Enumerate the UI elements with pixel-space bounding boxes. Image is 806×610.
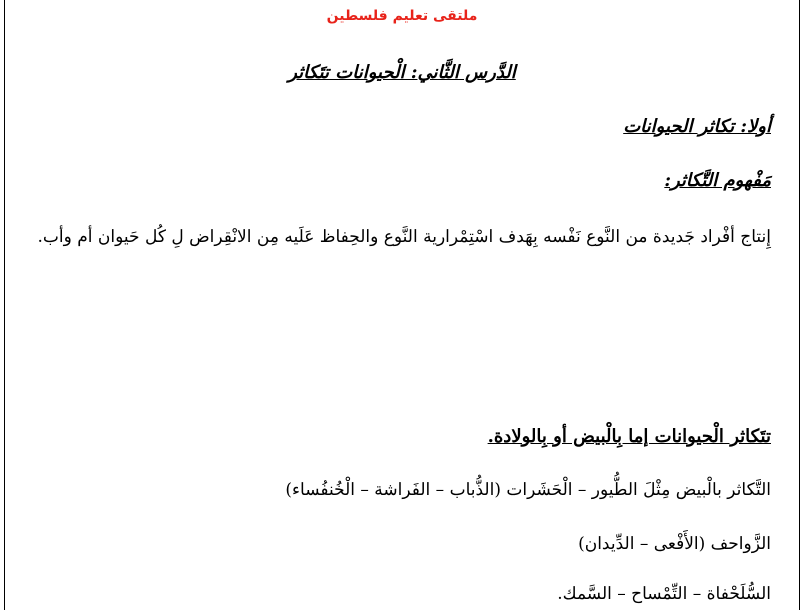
reproduction-heading: تتَكاثر الْحيوانات إما بِالْبيض أو بِالولادة. <box>487 426 771 447</box>
document-page <box>4 0 800 610</box>
lesson-title: الدَّرس الثَّاني: الْحيوانات تتَكاثر <box>288 62 516 83</box>
concept-paragraph: إِنتاج أفْراد جَديدة من النَّوع نَفْسه بِهَدف اسْتِمْرارية النَّوع والحِفاظ عَلَيه مِن الانْقِراض لِ كُل حَيوان أم وأب. <box>37 227 771 247</box>
site-header-title: ملتقى تعليم فلسطين <box>326 8 478 24</box>
list-item: التَّكاثر بالْبيض مِثْلَ الطُّيور – الْحَشَرات (الذُّباب – الفَراشة – الْخُنفُساء) <box>285 480 771 500</box>
list-item: السُّلَحْفاة – التِّمْساح – السَّمك. <box>557 584 771 604</box>
section-heading-animal-reproduction: أولا: تكاثر الحيوانات <box>623 116 771 137</box>
list-item: الزَّواحف (الأَفْعى – الدِّيدان) <box>578 534 771 554</box>
concept-heading: مَفْهوم التَّكاثر: <box>664 170 771 191</box>
